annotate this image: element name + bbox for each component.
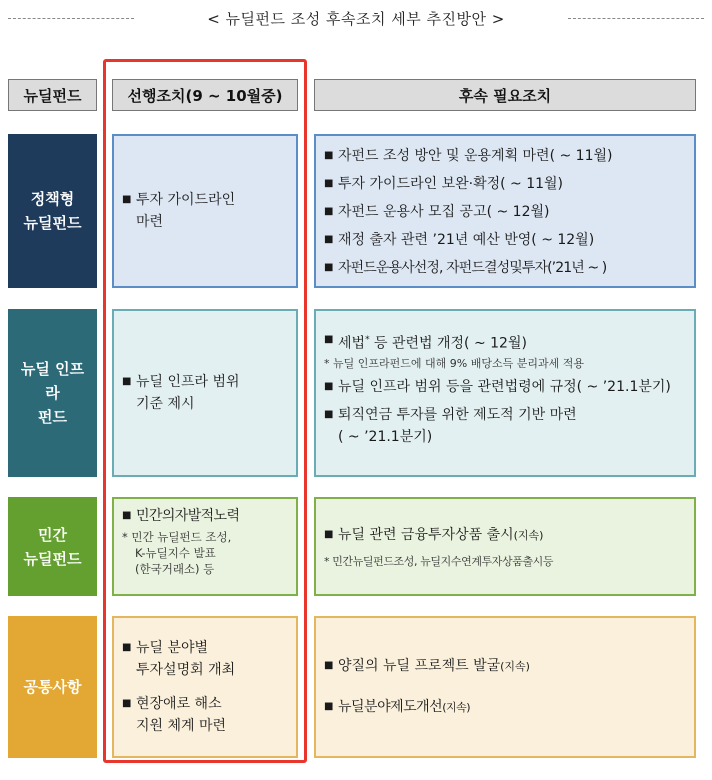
bullet-icon: ■	[324, 234, 334, 245]
list-item: ■ 자펀드 조성 방안 및 운용계획 마련( ~ 11월)	[324, 142, 686, 170]
footnote: * 민간뉴딜펀드조성, 뉴딜지수연계투자상품출시등	[324, 554, 554, 568]
category-label: 뉴딜펀드	[23, 549, 82, 568]
bullet-icon: ■	[122, 376, 132, 387]
list-item-cont: 기준 제시	[136, 396, 195, 412]
footnote: * 민간 뉴딜펀드 조성, K-뉴딜지수 발표 (한국거래소) 등	[122, 530, 232, 576]
list-item-cont: ( ~ ’21.1분기)	[338, 428, 433, 445]
list-item: ■ 뉴딜 인프라 범위	[122, 371, 288, 393]
bullet-icon: ■	[122, 510, 131, 521]
followup-measure-box	[314, 309, 696, 477]
category-label: 정책형	[30, 190, 75, 208]
followup-measure-box	[314, 616, 696, 758]
bullet-icon: ■	[122, 698, 132, 709]
bullet-icon: ■	[324, 262, 333, 273]
list-item-cont: 지원 체계 마련	[136, 718, 227, 734]
list-item: ■ 투자 가이드라인 보완·확정( ~ 11월)	[324, 170, 686, 198]
bullet-icon: ■	[122, 642, 132, 653]
category-label: 공통사항	[23, 678, 82, 696]
prior-measure-box	[112, 134, 298, 288]
bullet-icon: ■	[324, 701, 333, 712]
header-prior-measures: 선행조치(9 ~ 10월중)	[112, 79, 298, 111]
bullet-icon: ■	[324, 150, 334, 161]
category-infra-fund	[8, 309, 97, 477]
category-label: 펀드	[38, 408, 67, 426]
list-item: ■ 민간의자발적노력	[122, 505, 288, 527]
list-item: ■ 자펀드운용사선정, 자펀드결성및투자(’21년 ~ )	[324, 254, 686, 282]
category-label: 라	[45, 384, 60, 402]
list-item: ■ 세법* 등 관련법 개정( ~ 12월)	[324, 329, 686, 355]
page-title: < 뉴딜펀드 조성 후속조치 세부 추진방안 >	[207, 10, 505, 28]
category-label: 민간	[38, 525, 67, 544]
list-item-cont: 투자설명회 개최	[136, 662, 236, 678]
bullet-icon: ■	[324, 408, 334, 420]
bullet-icon: ■	[324, 334, 334, 345]
list-item: ■ 뉴딜분야제도개선(지속)	[324, 696, 686, 719]
bullet-icon: ■	[324, 528, 334, 540]
list-item-cont: 마련	[136, 214, 164, 230]
header-new-deal-fund: 뉴딜펀드	[8, 79, 97, 111]
list-item: ■ 퇴직연금 투자를 위한 제도적 기반 마련	[324, 404, 686, 426]
list-item: ■ 뉴딜 분야별	[122, 637, 288, 659]
list-item: ■ 양질의 뉴딜 프로젝트 발굴(지속)	[324, 655, 686, 678]
prior-measure-box	[112, 309, 298, 477]
list-item: ■ 뉴딜 인프라 범위 등을 관련법령에 규정( ~ ’21.1분기)	[324, 376, 686, 398]
prior-measure-box	[112, 616, 298, 758]
category-private-fund	[8, 497, 97, 596]
list-item: ■ 자펀드 운용사 모집 공고( ~ 12월)	[324, 198, 686, 226]
list-item: ■ 뉴딜 관련 금융투자상품 출시(지속)	[324, 524, 686, 547]
list-item: ■ 재정 출자 관련 ’21년 예산 반영( ~ 12월)	[324, 226, 686, 254]
followup-measure-box	[314, 497, 696, 596]
category-common	[8, 616, 97, 758]
bullet-icon: ■	[324, 206, 334, 217]
list-item: ■ 투자 가이드라인	[122, 189, 288, 211]
bullet-icon: ■	[324, 660, 334, 671]
list-item: ■ 현장애로 해소	[122, 693, 288, 715]
category-label: 뉴딜 인프	[20, 360, 85, 378]
header-followup-measures: 후속 필요조치	[314, 79, 696, 111]
followup-measure-box	[314, 134, 696, 288]
title-divider-right	[568, 18, 704, 19]
bullet-icon: ■	[324, 178, 334, 189]
category-label: 뉴딜펀드	[23, 214, 82, 232]
category-policy-fund	[8, 134, 97, 288]
bullet-icon: ■	[122, 194, 132, 205]
bullet-icon: ■	[324, 380, 334, 392]
prior-measure-box	[112, 497, 298, 596]
title-divider-left	[8, 18, 134, 19]
footnote: * 뉴딜 인프라펀드에 대해 9% 배당소득 분리과세 적용	[324, 356, 584, 370]
